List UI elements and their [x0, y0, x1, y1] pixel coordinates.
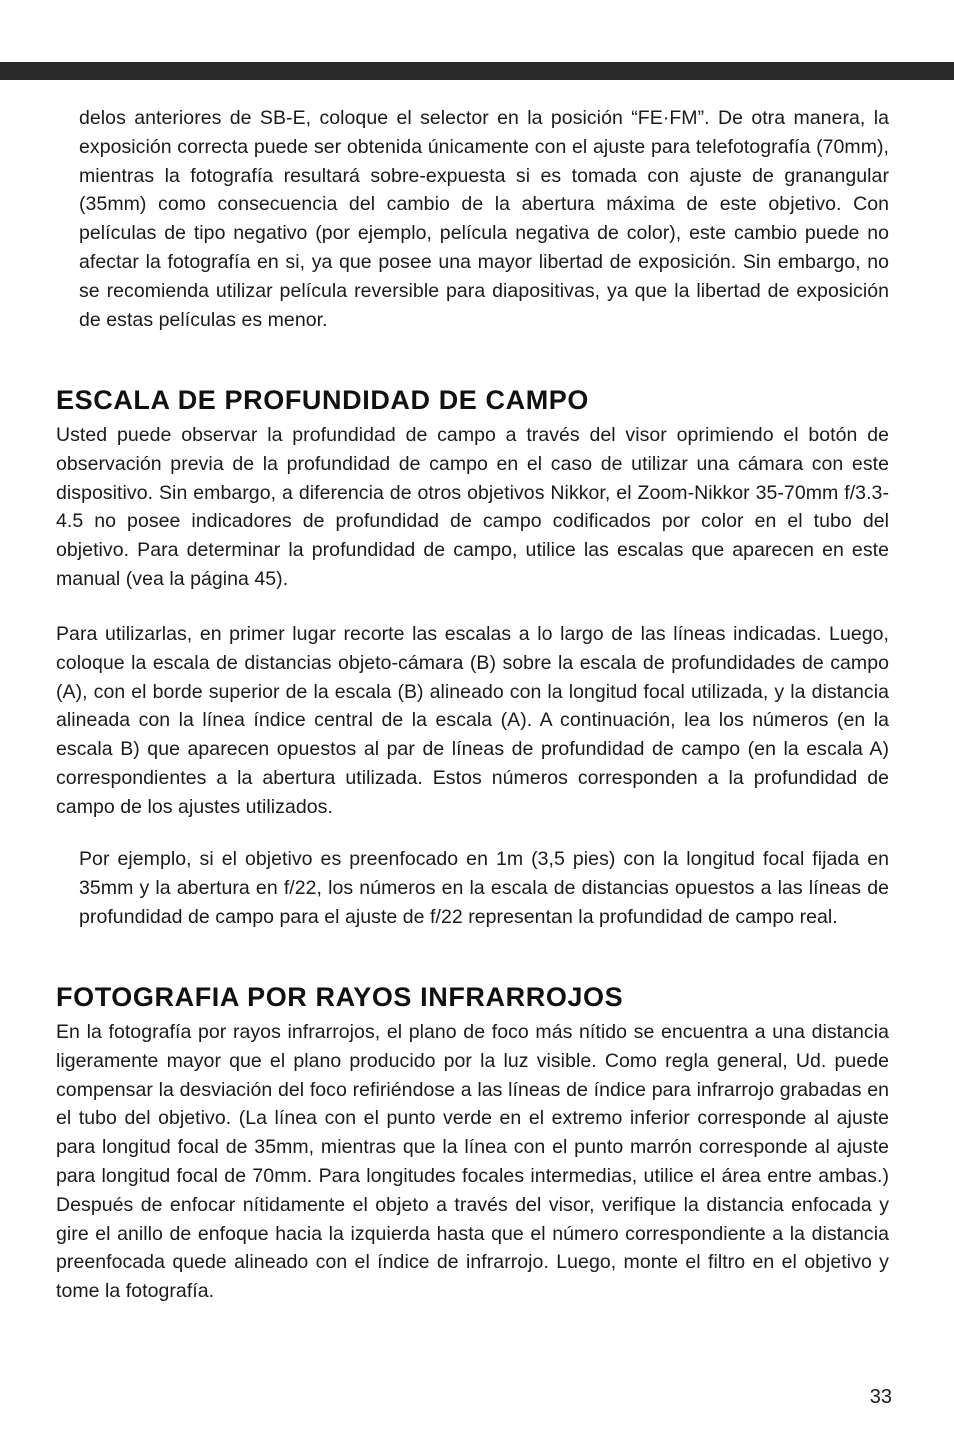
depth-of-field-paragraph-1: Usted puede observar la profundidad de campo a través del visor oprimiendo el botón de observación previa de la profundidad de campo en el caso de utilizar una cámara con este dispositivo. Sin embargo, a diferencia de otros objetivos Nikkor, el Zoom-Nikkor 35-70mm f/3.3-4.5 no posee indicadores de profundidad de campo codificados por color en el tubo del objetivo. Para determinar la profundidad de campo, utilice las escalas que aparecen en este manual (vea la página 45). [56, 424, 889, 590]
infrared-paragraph: En la fotografía por rayos infrarrojos, el plano de foco más nítido se encuentra a una distancia ligeramente mayor que el plano producido por la luz visible. Como regla general, Ud. puede compensar la desviación del foco refiriéndose a las líneas de índice para infrarrojo grabadas en el tubo del objetivo. (La línea con el punto verde en el extremo inferior corresponde al ajuste para longitud focal de 35mm, mientras que la línea con el punto marrón corresponde al ajuste para longitud focal de 70mm. Para longitudes focales intermedias, utilice el área entre ambas.) Después de enfocar nítidamente el objeto a través del visor, verifique la distancia enfocada y gire el anillo de enfoque hacia la izquierda hasta que el número correspondiente a la distancia preenfocada quede alineado con el índice de infrarrojo. Luego, monte el filtro en el objetivo y tome la fotografía. [56, 1021, 889, 1303]
top-border-bar [0, 62, 954, 80]
intro-paragraph: delos anteriores de SB-E, coloque el selector en la posición “FE·FM”. De otra manera, la exposición correcta puede ser obtenida únicamente con el ajuste para telefotografía (70mm), mientras la fotografía resultará sobre-expuesta si es tomada con ajuste de granangular (35mm) como consecuencia del cambio de la abertura máxima de este objetivo. Con películas de tipo negativo (por ejemplo, película negativa de color), este cambio puede no afectar la fotografía en si, ya que posee una mayor libertad de exposición. Sin embargo, no se recomienda utilizar película reversible para diapositivas, ya que la libertad de exposición de estas películas es menor. [79, 107, 889, 331]
section-heading-infrared: FOTOGRAFIA POR RAYOS INFRARROJOS [56, 982, 624, 1012]
depth-of-field-paragraph-2: Para utilizarlas, en primer lugar recorte las escalas a lo largo de las líneas indicadas. Luego, coloque la escala de distancias objeto-cámara (B) sobre la escala de profundidades de campo (A), con el borde superior de la escala (B) alineado con la longitud focal utilizada, y la distancia alineada con la línea índice central de la escala (A). A continuación, lea los números (en la escala B) que aparecen opuestos al par de líneas de profundidad de campo (en la escala A) correspondientes a la abertura utilizada. Estos números corresponden a la profundidad de campo de los ajustes utilizados. [56, 623, 889, 818]
page-number: 33 [869, 1386, 892, 1408]
section-heading-depth-of-field: ESCALA DE PROFUNDIDAD DE CAMPO [56, 385, 590, 415]
depth-of-field-paragraph-3: Por ejemplo, si el objetivo es preenfocado en 1m (3,5 pies) con la longitud focal fijada en 35mm y la abertura en f/22, los números en la escala de distancias opuestos a las líneas de profundidad de campo para el ajuste de f/22 representan la profundidad de campo real. [79, 848, 889, 928]
